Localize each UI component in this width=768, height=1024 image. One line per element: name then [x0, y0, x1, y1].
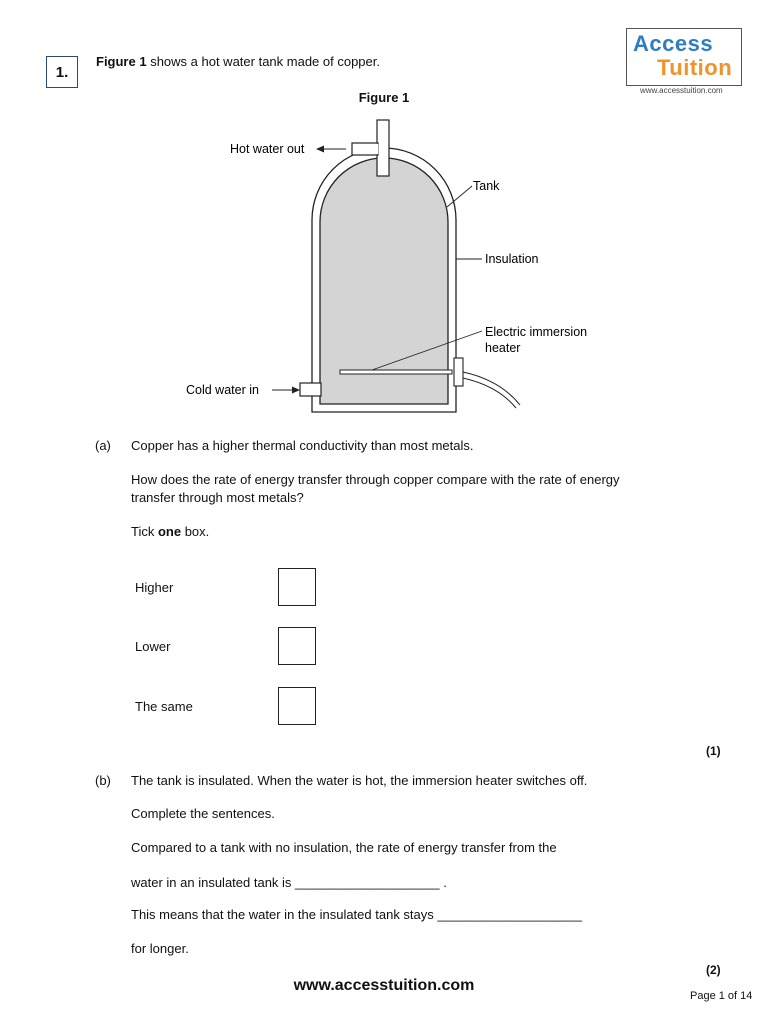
part-b-sentence2-line2: for longer.	[131, 941, 189, 956]
part-b-label: (b)	[95, 773, 111, 788]
part-a-question-line2: transfer through most metals?	[131, 490, 304, 505]
part-a-question-line1: How does the rate of energy transfer through copper compare with the rate of energy	[131, 472, 620, 487]
cold-water-arrow-icon	[292, 387, 300, 394]
part-b-sentence1-line1: Compared to a tank with no insulation, the rate of energy transfer from the	[131, 840, 557, 855]
option-higher-label: Higher	[135, 580, 174, 595]
label-cold-water-in: Cold water in	[186, 383, 259, 397]
part-a-statement: Copper has a higher thermal conductivity than most metals.	[131, 438, 474, 453]
logo-word-tuition: Tuition	[657, 55, 733, 80]
part-a-marks: (1)	[706, 744, 721, 758]
intro-rest: shows a hot water tank made of copper.	[146, 54, 380, 69]
tick-box-higher[interactable]	[278, 568, 316, 606]
label-tank: Tank	[473, 179, 500, 193]
label-insulation: Insulation	[485, 252, 539, 266]
label-heater-line2: heater	[485, 341, 521, 355]
intro-bold: Figure 1	[96, 54, 147, 69]
hot-water-tank-diagram	[0, 0, 768, 430]
part-b-statement: The tank is insulated. When the water is hot, the immersion heater switches off.	[131, 773, 588, 788]
hot-water-pipe	[352, 143, 378, 155]
option-same-label: The same	[135, 699, 193, 714]
part-b-marks: (2)	[706, 963, 721, 977]
tick-pre: Tick	[131, 524, 158, 539]
logo-word-access: Access	[633, 31, 714, 56]
part-b-sentence1-line2[interactable]: water in an insulated tank is ____________________ .	[131, 875, 447, 890]
part-a-tick-instruction	[131, 524, 209, 539]
label-hot-water-out: Hot water out	[230, 142, 305, 156]
logo-url: www.accesstuition.com	[640, 86, 723, 95]
part-b-instruction: Complete the sentences.	[131, 806, 275, 821]
tick-post: box.	[181, 524, 210, 539]
outlet-pipe	[377, 120, 389, 176]
tick-box-lower[interactable]	[278, 627, 316, 665]
heater-element	[340, 370, 452, 374]
footer-url: www.accesstuition.com	[293, 977, 475, 994]
tank-body	[320, 158, 448, 404]
cold-water-pipe	[300, 383, 321, 396]
figure-title: Figure 1	[358, 90, 410, 105]
page-number: Page 1 of 14	[690, 990, 753, 1002]
tick-box-same[interactable]	[278, 687, 316, 725]
label-heater-line1: Electric immersion	[485, 325, 588, 339]
heater-housing	[454, 358, 463, 386]
part-b-sentence2-line1[interactable]: This means that the water in the insulated tank stays ____________________	[131, 907, 582, 922]
tick-bold: one	[157, 524, 182, 539]
question-number: 1.	[46, 56, 78, 88]
option-lower-label: Lower	[135, 639, 171, 654]
hot-water-arrow-icon	[316, 146, 324, 153]
part-a-label: (a)	[95, 438, 111, 453]
